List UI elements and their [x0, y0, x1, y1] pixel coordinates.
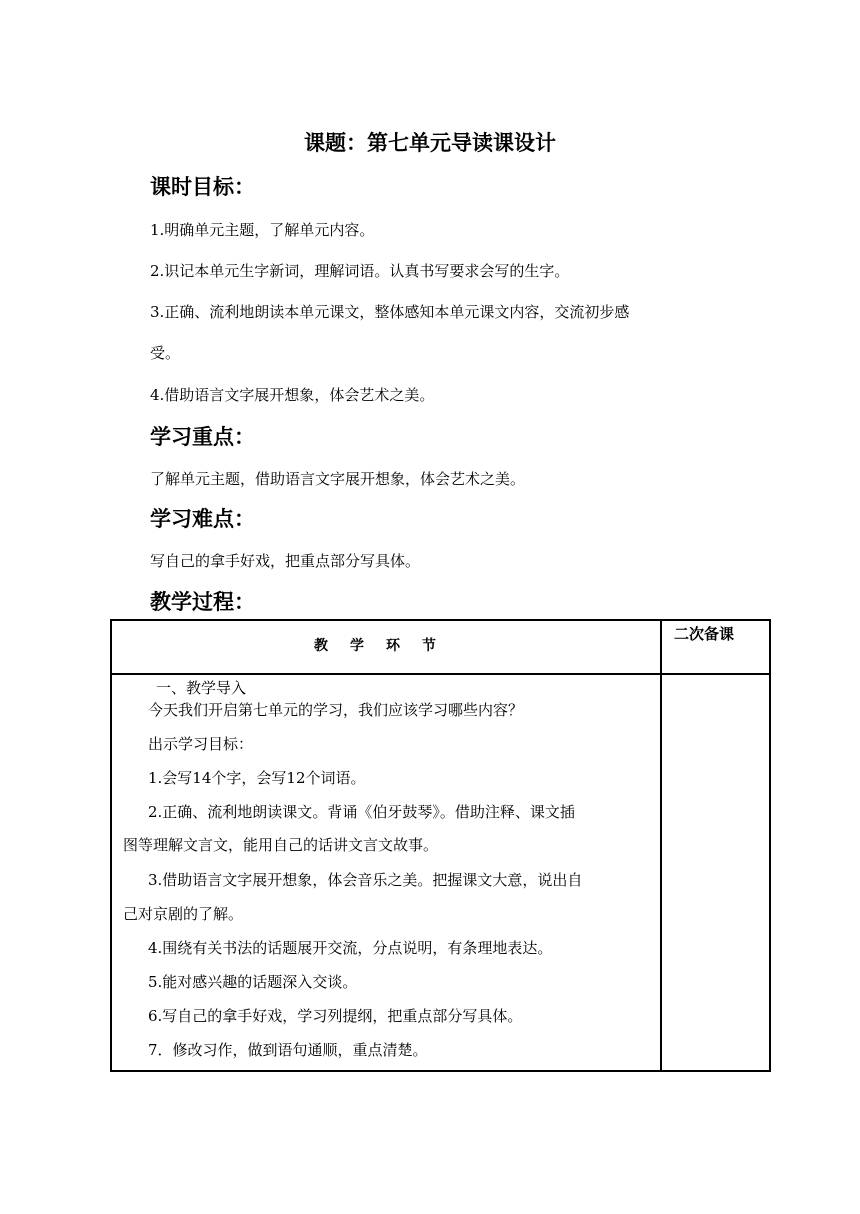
page-title: 课题：第七单元导读课设计: [304, 131, 556, 155]
table-line: 出示学习目标：: [148, 735, 254, 753]
table-line: 5.能对感兴趣的话题深入交谈。: [148, 973, 358, 991]
table-line: 2.正确、流利地朗读课文。背诵《伯牙鼓琴》。借助注释、课文插: [148, 803, 575, 821]
key-points-text: 了解单元主题，借助语言文字展开想象，体会艺术之美。: [150, 470, 526, 488]
teaching-process-table: [110, 619, 771, 1072]
table-line: 6.写自己的拿手好戏，学习列提纲，把重点部分写具体。: [148, 1007, 523, 1025]
objective-item: 受。: [150, 344, 181, 362]
table-header-divider: [112, 673, 769, 675]
table-header-main: 教学环节: [314, 638, 458, 654]
objectives-heading: 课时目标：: [150, 175, 255, 199]
table-line: 7．修改习作，做到语句通顺，重点清楚。: [148, 1041, 428, 1059]
key-points-heading: 学习重点：: [150, 425, 255, 449]
objective-item: 1.明确单元主题，了解单元内容。: [150, 221, 375, 239]
objective-item: 3.正确、流利地朗读本单元课文，整体感知本单元课文内容，交流初步感: [150, 303, 630, 321]
objective-item: 4.借助语言文字展开想象，体会艺术之美。: [150, 386, 435, 404]
table-line: 图等理解文言文，能用自己的话讲文言文故事。: [123, 836, 439, 854]
table-line: 今天我们开启第七单元的学习，我们应该学习哪些内容？: [148, 701, 524, 719]
table-header-side: 二次备课: [674, 625, 735, 643]
table-line: 一、教学导入: [156, 679, 247, 697]
table-line: 1.会写14个字，会写12个词语。: [148, 769, 366, 787]
process-heading: 教学过程：: [150, 590, 255, 614]
table-column-divider: [660, 621, 662, 1070]
table-line: 3.借助语言文字展开想象，体会音乐之美。把握课文大意，说出自: [148, 871, 583, 889]
table-line: 4.围绕有关书法的话题展开交流，分点说明，有条理地表达。: [148, 939, 553, 957]
difficulties-text: 写自己的拿手好戏，把重点部分写具体。: [150, 552, 421, 570]
table-line: 己对京剧的了解。: [123, 905, 244, 923]
objective-item: 2.识记本单元生字新词，理解词语。认真书写要求会写的生字。: [150, 262, 570, 280]
difficulties-heading: 学习难点：: [150, 507, 255, 531]
